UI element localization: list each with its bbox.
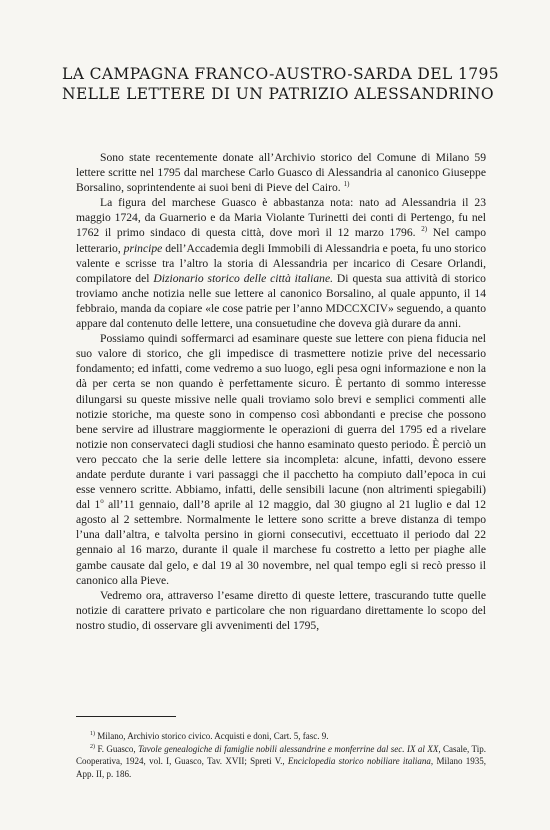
footnote-1-mark: 1)	[90, 731, 95, 737]
title-line-2: NELLE LETTERE DI UN PATRIZIO ALESSANDRINO	[62, 85, 494, 103]
paragraph-2-italic-principe: principe	[123, 241, 163, 255]
footnote-1-text: Milano, Archivio storico civico. Acquisti e doni, Cart. 5, fasc. 9.	[95, 731, 329, 741]
paragraph-3-ordinal: o	[100, 497, 104, 506]
footnote-ref-1: 1)	[343, 180, 350, 189]
paragraph-2-text-f: Di questa sua attività di storico troviamo anche notizia nelle sue lettere al canonico Borsalino, al quale appunto, il 14 febbraio, manda da copiare «le cose patrie per l’anno MDCCXCIV» seguendo, a quanto appare dal contenuto delle lettere, una consuetudine che doveva già durare da anni.	[76, 271, 486, 331]
article-title	[62, 64, 502, 104]
footnote-2-mark: 2)	[90, 743, 95, 750]
paragraph-4-text: Vedremo ora, attraverso l’esame diretto di queste lettere, trascurando tutte quelle notizie di carattere privato e particolare che non riguardano direttamente lo scopo del nostro studio, di osservare gli avvenimenti del 1795,	[76, 588, 486, 632]
footnote-2-end: Milano 1935, App. II, p. 186.	[76, 756, 487, 779]
title-line-1: LA CAMPAGNA FRANCO-AUSTRO-SARDA DEL 1795	[62, 65, 499, 83]
paragraph-2-text-d: dell’Accademia degli Immobili di Alessandria e poeta, fu uno storico valente e scrisse tra l’altro la storia di Alessandria per incarico di Cesare Orlandi, compilatore del	[76, 241, 486, 285]
footnote-2	[76, 743, 486, 781]
paragraph-1-text: Sono state recentemente donate all’Archivio storico del Comune di Milano 59 lettere scritte nel 1795 dal marchese Carlo Guasco di Alessandria al canonico Giuseppe Borsalino, soprintendente ai suoi beni di Pieve del Cairo.	[76, 151, 486, 195]
footnote-2-imprint: Casale, Tip. Cooperativa, 1924, vol. I, Guasco, Tav. XVII; Spreti V.,	[76, 743, 486, 766]
footnote-2-author: F. Guasco,	[95, 743, 139, 754]
paragraph-3	[76, 331, 486, 588]
paragraph-4	[76, 588, 486, 633]
footnote-ref-2: 2)	[421, 225, 428, 234]
paragraph-1	[76, 150, 486, 195]
paragraph-2	[76, 195, 486, 331]
footnote-2-title: Tavole genealogiche di famiglie nobili alessandrine e monferrine dal sec. IX al XX,	[138, 743, 441, 754]
footnote-divider	[76, 716, 176, 717]
footnote-2-encyclopedia: Enciclopedia storico nobiliare italiana,	[287, 756, 434, 766]
paragraph-2-text-a: La figura del marchese Guasco è abbastanza nota: nato ad Alessandria il 23 maggio 1724, da Guarnerio e da Maria Violante Turinetti dei conti di Pertengo, fu nel 1762 il primo sindaco di questa città, dove morì il 12 marzo 1796.	[76, 196, 486, 240]
paragraph-2-italic-dizionario: Dizionario storico delle città italiane.	[153, 271, 333, 285]
paragraph-3-text-b: all’11 gennaio, dall’8 aprile al 12 maggio, dal 30 giugno al 21 luglio e dal 12 agosto al 2 settembre. Normalmente le lettere sono scritte a breve distanza di tempo l’una dall’altra, e talvolta persino in giorni consecutivi, eccettuato il periodo dal 22 gennaio al 16 marzo, durante il quale il marchese fu costretto a letto per piaghe alle gambe causate dal gelo, e dal 19 al 30 novembre, nel qual tempo egli si recò presso il canonico alla Pieve.	[76, 498, 486, 587]
footnotes	[76, 730, 486, 780]
article-body	[76, 150, 486, 633]
footnote-1	[76, 730, 486, 743]
paragraph-2-text-b: Nel campo letterario,	[76, 226, 486, 255]
paragraph-3-text-a: Possiamo quindi soffermarci ad esaminare queste sue lettere con piena fiducia nel suo valore di storico, che gli impedisce di trasmettere notizie prive del necessario fondamento; ed infatti, come vedremo a suo luogo, egli pesa ogni informazione e non la dà per certa se non quando è perfettamente sicuro. È pertanto di sommo interesse dilungarsi su queste missive nelle quali troviamo solo brevi e semplici commenti alle notizie storiche, ma queste sono in compenso così abbondanti e precise che possono bene servire ad illustrare maggiormente le operazioni di guerra del 1795 ed a rivelare notizie non conservateci dagli studiosi che hanno esaminato questo periodo. È perciò un vero peccato che la serie delle lettere sia incompleta: alcune, infatti, devono essere andate perdute durante i vari passaggi che il pacchetto ha compiuto dall’epoca in cui esse vennero scritte. Abbiamo, infatti, delle sensibili lacune (non altrimenti spiegabili) dal 1	[76, 332, 486, 512]
